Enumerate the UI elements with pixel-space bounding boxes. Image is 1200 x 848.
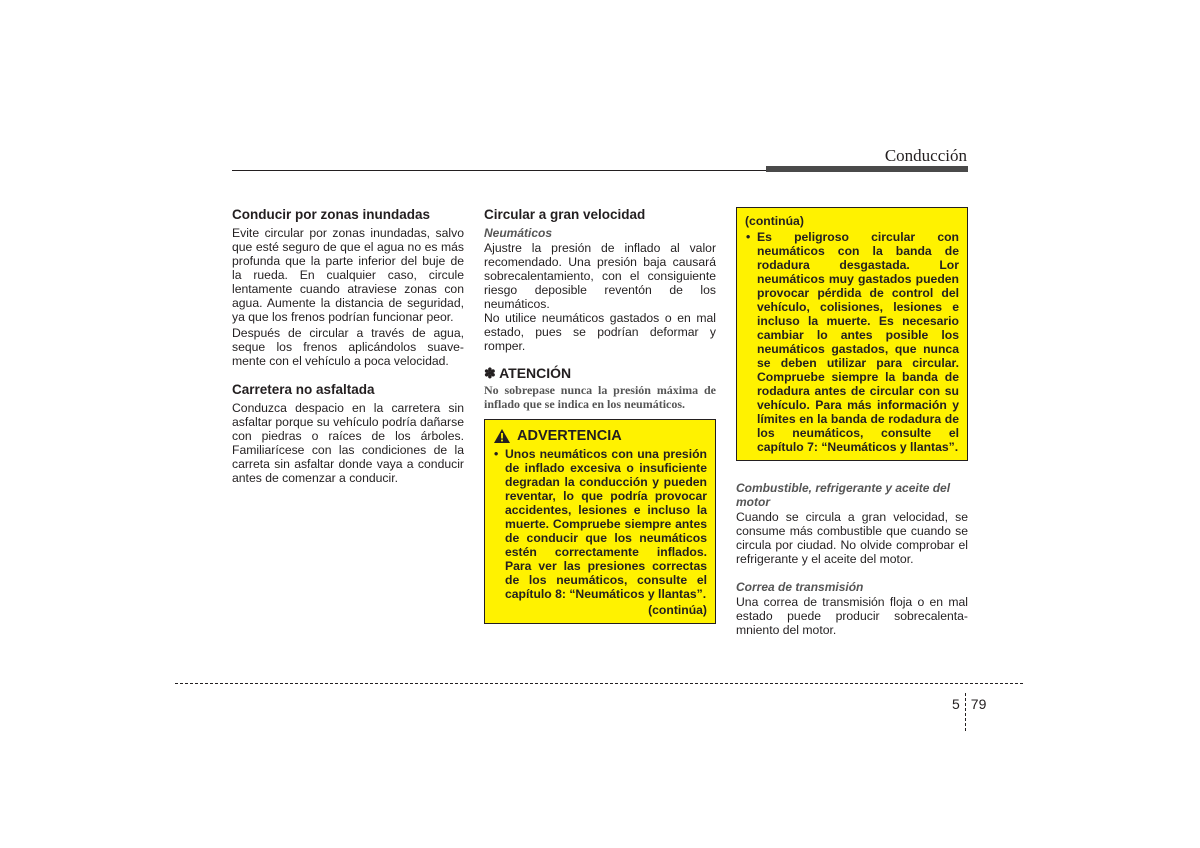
subheading-fluids: Combustible, refrigerante y aceite del motor (736, 481, 951, 509)
page-number (952, 685, 986, 723)
column-2 (484, 207, 716, 624)
header-rule-thick (766, 166, 968, 172)
paragraph: No utilice neumáticos gastados o en mal estado, pues se podrían deformar y romper. (484, 311, 716, 353)
continued-label: (continúa) (745, 214, 804, 228)
page-number-separator (965, 693, 966, 731)
continued-label: (continúa) (648, 603, 707, 617)
warning-box (484, 419, 716, 624)
header-rule (232, 170, 766, 171)
chapter-number: 5 (952, 696, 960, 712)
warning-list (493, 447, 707, 601)
paragraph: Evite circular por zonas inundadas, salvo que esté seguro de que el agua no es más profunda que la parte inferior del buje de la rueda. En cualquier caso, circule lentamente cuando atraviese zonas con agua. Aumente la distancia de seguridad, ya que los frenos podrían funcionar peor. (232, 226, 464, 324)
subheading-tires: Neumáticos (484, 226, 553, 240)
column-3 (736, 207, 968, 637)
warning-triangle-icon (493, 428, 511, 444)
warning-header (493, 428, 707, 444)
paragraph: Ajustre la presión de inflado al valor recomendado. Una presión baja causará sobrecalentamiento, con el consiguiente riesgo deposible reventón de los neumáticos. (484, 241, 716, 311)
paragraph: Conduzca despacio en la carretera sin asfaltar porque su vehículo podría dañarse con piedras o raíces de los árboles. Familiarícese con las condiciones de la carreta sin asfaltar donde vaya a conducir antes de comenzar a conducir. (232, 401, 464, 485)
subheading-belt: Correa de transmisión (736, 580, 864, 594)
section-title-high-speed: Circular a gran velocidad (484, 207, 646, 222)
notice-text: No sobrepase nunca la presión máxima de inflado que se indica en los neumáticos. (484, 383, 716, 411)
footer-rule (175, 683, 1023, 684)
warning-box-continued (736, 207, 968, 461)
notice-title: ✽ ATENCIÓN (484, 365, 572, 381)
section-title-flooded: Conducir por zonas inundadas (232, 207, 431, 222)
page-number-value: 79 (970, 696, 987, 712)
warning-item: • Es peligroso circular con neumáticos con la banda de rodadura desgastada. Lor neumáticos muy gastados pueden provocar pérdida de control del vehículo, colisiones, lesiones e incluso la muerte. Es necesario cambiar lo antes posible los neumáticos gastados, que nunca se deben utilizar para circular. Compruebe siempre la banda de rodadura antes de circular con su vehículo. Para más información y límites en la banda de rodadura de los neumáticos, consulte el capítulo 7: “Neumáticos y llantas”. (745, 230, 959, 454)
paragraph: Cuando se circula a gran velocidad, se consume más combustible que cuando se circula por ciudad. No olvide comprobar el refrigerante y el aceite del motor. (736, 510, 968, 566)
warning-list (745, 230, 959, 454)
warning-item: • Unos neumáticos con una presión de inflado excesiva o insuficiente degradan la conducción y pueden reventar, lo que podría provocar accidentes, lesiones e incluso la muerte. Compruebe siempre antes de conducir que los neumáticos estén correctamente inflados. Para ver las presiones correctas de los neumáticos, consulte el capítulo 8: “Neumáticos y llantas”. (493, 447, 707, 601)
paragraph: Una correa de transmisión floja o en mal estado puede producir sobrecalenta-mniento del motor. (736, 595, 968, 637)
paragraph: Después de circular a través de agua, seque los frenos aplicándolos suave-mente con el vehículo a poca velocidad. (232, 326, 464, 368)
page-header-title: Conducción (884, 146, 967, 165)
section-title-unpaved: Carretera no asfaltada (232, 382, 375, 397)
column-1 (232, 207, 464, 485)
warning-title: ADVERTENCIA (517, 428, 622, 444)
